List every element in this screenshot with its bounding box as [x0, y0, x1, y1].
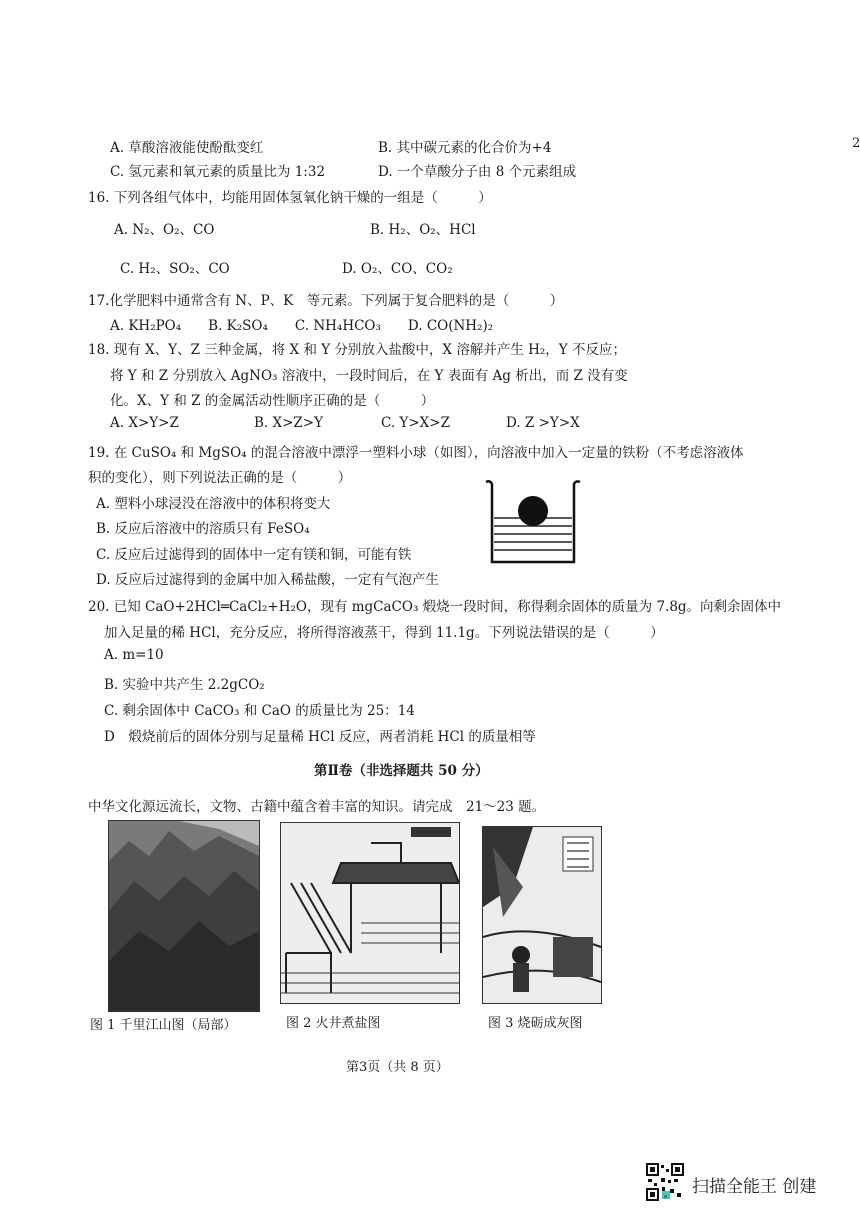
q18-option-b: B. X>Z>Y [254, 415, 324, 431]
q20-stem-line1: 20. 已知 CaO+2HCl═CaCl₂+H₂O，现有 mgCaCO₃ 煅烧一段时间，称得剩余固体的质量为 7.8g。向剩余固体中 [88, 599, 782, 615]
section-intro: 中华文化源远流长，文物、古籍中蕴含着丰富的知识。请完成 21～23 题。 [88, 799, 546, 815]
q16-option-a: A. N₂、O₂、CO [114, 222, 215, 238]
figure-1-landscape-image [108, 820, 260, 1012]
q20-option-a: A. m=10 [104, 647, 164, 663]
watermark-text: 扫描全能王 创建 [692, 1177, 817, 1197]
page-footer: 第3页（共 8 页） [346, 1060, 449, 1075]
q18-option-a: A. X>Y>Z [110, 415, 179, 431]
q18-option-c: C. Y>X>Z [381, 415, 450, 431]
q15-option-d: D. 一个草酸分子由 8 个元素组成 [378, 164, 577, 180]
q19-option-a: A. 塑料小球浸没在溶液中的体积将变大 [96, 496, 331, 512]
q15-option-c: C. 氢元素和氧元素的质量比为 1:32 [110, 164, 326, 180]
figure-3-woodcut-image [482, 826, 602, 1004]
figure-1-caption: 图 1 千里江山图（局部） [90, 1018, 237, 1033]
q17-stem: 17.化学肥料中通常含有 N、P、K 等元素。下列属于复合肥料的是（ ） [88, 293, 564, 309]
q15-option-a: A. 草酸溶液能使酚酞变红 [110, 140, 264, 156]
q19-stem-line2: 积的变化），则下列说法正确的是（ ） [88, 470, 352, 486]
beaker-diagram [484, 478, 582, 568]
q18-stem-line3: 化。X、Y 和 Z 的金属活动性顺序正确的是（ ） [110, 393, 435, 409]
figure-3-caption: 图 3 烧砺成灰图 [488, 1016, 583, 1031]
q18-stem-line1: 18. 现有 X、Y、Z 三种金属，将 X 和 Y 分别放入盐酸中，X 溶解并产生 H₂，Y 不反应； [88, 342, 627, 358]
q16-option-d: D. O₂、CO、CO₂ [342, 261, 453, 277]
q19-option-b: B. 反应后溶液中的溶质只有 FeSO₄ [96, 521, 310, 537]
q15-option-b: B. 其中碳元素的化合价为+4 [378, 140, 552, 156]
q19-stem-line1: 19. 在 CuSO₄ 和 MgSO₄ 的混合溶液中漂浮一塑料小球（如图），向溶液中加入一定量的铁粉（不考虑溶液体 [88, 445, 744, 461]
q20-option-b: B. 实验中共产生 2.2gCO₂ [104, 677, 265, 693]
q20-stem-line2: 加入足量的稀 HCl，充分反应，将所得溶液蒸干，得到 11.1g。下列说法错误的是（ ） [104, 625, 664, 641]
section-title: 第Ⅱ卷（非选择题共 50 分） [314, 763, 489, 779]
qr-code-icon [646, 1163, 684, 1201]
q18-stem-line2: 将 Y 和 Z 分别放入 AgNO₃ 溶液中，一段时间后，在 Y 表面有 Ag 析出，而 Z 没有变 [110, 368, 628, 384]
corner-mark: 2 [852, 136, 860, 151]
q19-option-c: C. 反应后过滤得到的固体中一定有镁和铜，可能有铁 [96, 547, 412, 563]
figure-2-woodcut-image [280, 822, 460, 1004]
q19-option-d: D. 反应后过滤得到的金属中加入稀盐酸，一定有气泡产生 [96, 572, 439, 588]
q17-options: A. KH₂PO₄ B. K₂SO₄ C. NH₄HCO₃ D. CO(NH₂)₂ [110, 318, 494, 334]
q16-stem: 16. 下列各组气体中，均能用固体氢氧化钠干燥的一组是（ ） [88, 190, 492, 206]
q16-option-c: C. H₂、SO₂、CO [120, 261, 230, 277]
q20-option-d: D 煅烧前后的固体分别与足量稀 HCl 反应，两者消耗 HCl 的质量相等 [104, 729, 536, 745]
q20-option-c: C. 剩余固体中 CaCO₃ 和 CaO 的质量比为 25：14 [104, 703, 415, 719]
figure-2-caption: 图 2 火井煮盐图 [286, 1016, 381, 1031]
q18-option-d: D. Z >Y>X [506, 415, 580, 431]
floating-ball [518, 496, 548, 526]
q16-option-b: B. H₂、O₂、HCl [370, 222, 476, 238]
